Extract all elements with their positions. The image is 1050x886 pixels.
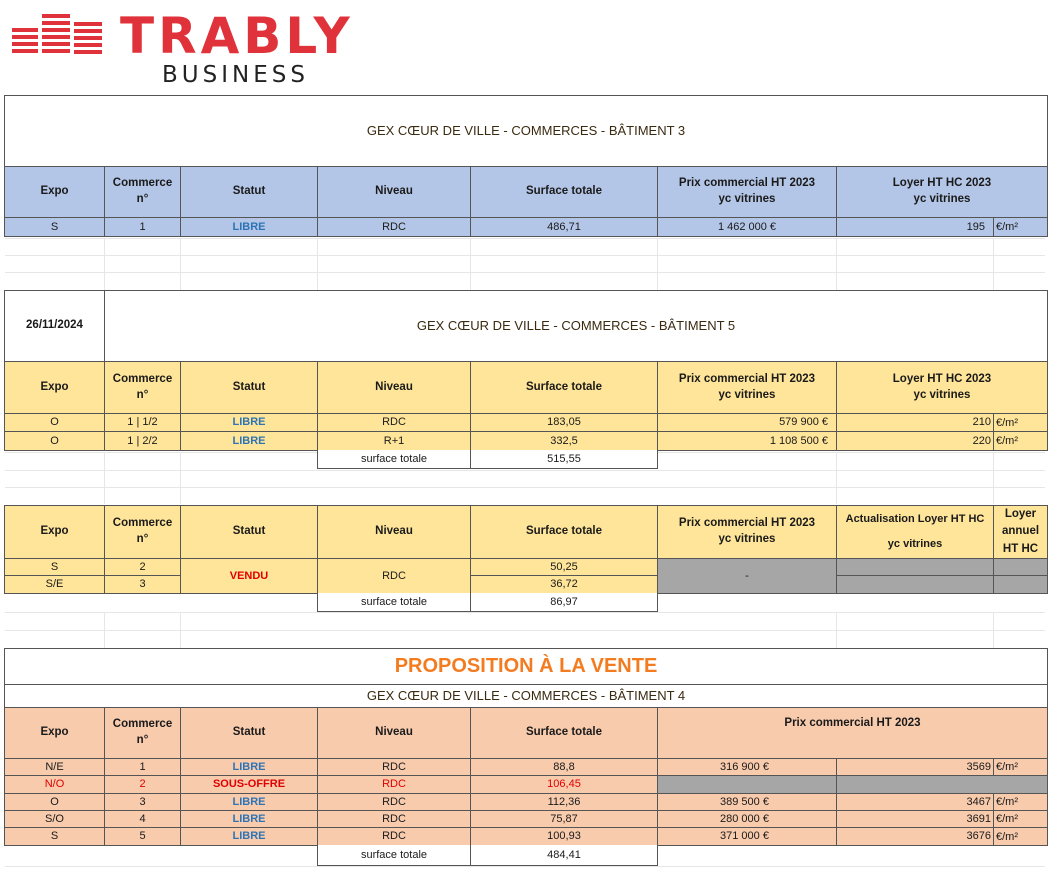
b5-row0-expo: O	[4, 413, 105, 432]
col-commerce: Commerce n°	[104, 361, 181, 414]
vendu-row1-surface: 36,72	[470, 575, 658, 594]
b4-row1-niveau: RDC	[317, 775, 471, 794]
b4-row0-commerce: 1	[104, 758, 181, 776]
b4-row4-niveau: RDC	[317, 827, 471, 846]
b5-row0-prix: 579 900 €	[657, 413, 837, 432]
b4-row2-prix: 389 500 €	[657, 793, 837, 811]
b4-row3-statut: LIBRE	[180, 810, 318, 828]
b5-row1-statut: LIBRE	[180, 431, 318, 451]
col-expo: Expo	[4, 166, 105, 218]
b5-row0-surface: 183,05	[470, 413, 658, 432]
b3-unit: €/m²	[993, 217, 1048, 237]
b4-row0-surface: 88,8	[470, 758, 658, 776]
vendu-actualisation-1	[836, 575, 994, 594]
col-surface: Surface totale	[470, 361, 658, 414]
b4-title: GEX CŒUR DE VILLE - COMMERCES - BÂTIMENT 4	[4, 684, 1048, 708]
b4-row4-m2: 3676	[836, 827, 994, 846]
b4-row4-surface: 100,93	[470, 827, 658, 846]
b5-row1-prix: 1 108 500 €	[657, 431, 837, 451]
vendu-loyer-annuel-0	[993, 558, 1048, 576]
col-commerce: Commerce n°	[104, 505, 181, 559]
col-niveau: Niveau	[317, 505, 471, 559]
b4-row1-statut: SOUS-OFFRE	[180, 775, 318, 794]
b4-row3-expo: S/O	[4, 810, 105, 828]
col-statut: Statut	[180, 361, 318, 414]
b4-row2-niveau: RDC	[317, 793, 471, 811]
b5-date: 26/11/2024	[4, 290, 105, 362]
col-prix: Prix commercial HT 2023 yc vitrines	[657, 361, 837, 414]
b4-row2-statut: LIBRE	[180, 793, 318, 811]
vendu-row0-expo: S	[4, 558, 105, 576]
vendu-row1-expo: S/E	[4, 575, 105, 594]
b4-row1-expo: N/O	[4, 775, 105, 794]
vendu-total-value: 86,97	[470, 593, 658, 612]
b4-row4-commerce: 5	[104, 827, 181, 846]
b4-row0-statut: LIBRE	[180, 758, 318, 776]
col-loyer-annuel: Loyer annuel HT HC	[993, 505, 1048, 559]
vendu-total-label: surface totale	[317, 593, 471, 612]
b4-row3-m2: 3691	[836, 810, 994, 828]
col-niveau: Niveau	[317, 361, 471, 414]
b4-row1-prix	[657, 775, 837, 794]
b4-row3-unit: €/m²	[993, 810, 1048, 828]
b4-total-label: surface totale	[317, 845, 471, 866]
vendu-statut: VENDU	[180, 558, 318, 594]
b5-row1-unit: €/m²	[993, 431, 1048, 451]
b5-row0-unit: €/m²	[993, 413, 1048, 432]
b4-row3-niveau: RDC	[317, 810, 471, 828]
vendu-actualisation-0	[836, 558, 994, 576]
b5-row1-surface: 332,5	[470, 431, 658, 451]
b3-prix: 1 462 000 €	[657, 217, 837, 237]
col-prix: Prix commercial HT 2023 yc vitrines	[657, 505, 837, 559]
b5-row0-niveau: RDC	[317, 413, 471, 432]
b4-total-value: 484,41	[470, 845, 658, 866]
b5-row1-commerce: 1 | 2/2	[104, 431, 181, 451]
b4-row2-unit: €/m²	[993, 793, 1048, 811]
b5-total-value: 515,55	[470, 450, 658, 469]
b4-row1-surface: 106,45	[470, 775, 658, 794]
b4-row1-commerce: 2	[104, 775, 181, 794]
vendu-row0-surface: 50,25	[470, 558, 658, 576]
vendu-niveau: RDC	[317, 558, 471, 594]
logo	[12, 8, 372, 90]
col-commerce: Commerce n°	[104, 707, 181, 759]
b4-row3-surface: 75,87	[470, 810, 658, 828]
col-expo: Expo	[4, 361, 105, 414]
col-expo: Expo	[4, 707, 105, 759]
col-niveau: Niveau	[317, 707, 471, 759]
b5-row0-loyer: 210	[836, 413, 994, 432]
logo-subtitle: BUSINESS	[162, 62, 309, 88]
b4-row2-commerce: 3	[104, 793, 181, 811]
col-surface: Surface totale	[470, 505, 658, 559]
b5-total-label: surface totale	[317, 450, 471, 469]
b3-expo: S	[4, 217, 105, 237]
b4-row1-m2	[836, 775, 1048, 794]
col-statut: Statut	[180, 166, 318, 218]
b4-row4-prix: 371 000 €	[657, 827, 837, 846]
b4-row0-prix: 316 900 €	[657, 758, 837, 776]
col-actualisation: Actualisation Loyer HT HC yc vitrines	[836, 505, 994, 559]
b4-row3-commerce: 4	[104, 810, 181, 828]
b4-row2-m2: 3467	[836, 793, 994, 811]
col-commerce: Commerce n°	[104, 166, 181, 218]
b3-niveau: RDC	[317, 217, 471, 237]
b3-title: GEX CŒUR DE VILLE - COMMERCES - BÂTIMENT 3	[4, 95, 1048, 167]
vendu-prix: -	[657, 558, 837, 594]
b3-loyer: 195	[836, 217, 994, 237]
b5-row1-loyer: 220	[836, 431, 994, 451]
b4-row2-expo: O	[4, 793, 105, 811]
proposition-title: PROPOSITION À LA VENTE	[4, 648, 1048, 685]
b4-row4-statut: LIBRE	[180, 827, 318, 846]
logo-title: TRABLY	[120, 7, 354, 65]
col-niveau: Niveau	[317, 166, 471, 218]
b3-commerce: 1	[104, 217, 181, 237]
b4-row2-surface: 112,36	[470, 793, 658, 811]
b4-row0-unit: €/m²	[993, 758, 1048, 776]
b4-row4-unit: €/m²	[993, 827, 1048, 846]
col-prix: Prix commercial HT 2023 yc vitrines	[657, 166, 837, 218]
col-loyer: Loyer HT HC 2023 yc vitrines	[836, 361, 1048, 414]
vendu-loyer-annuel-1	[993, 575, 1048, 594]
col-surface: Surface totale	[470, 166, 658, 218]
b5-row0-statut: LIBRE	[180, 413, 318, 432]
col-loyer: Loyer HT HC 2023 yc vitrines	[836, 166, 1048, 218]
building-icon	[12, 10, 107, 60]
col-expo: Expo	[4, 505, 105, 559]
b4-row4-expo: S	[4, 827, 105, 846]
vendu-row1-commerce: 3	[104, 575, 181, 594]
col-surface: Surface totale	[470, 707, 658, 759]
b4-row3-prix: 280 000 €	[657, 810, 837, 828]
b5-row0-commerce: 1 | 1/2	[104, 413, 181, 432]
col-statut: Statut	[180, 707, 318, 759]
b5-title: GEX CŒUR DE VILLE - COMMERCES - BÂTIMENT 5	[104, 290, 1048, 362]
vendu-row0-commerce: 2	[104, 558, 181, 576]
b4-row0-expo: N/E	[4, 758, 105, 776]
b3-surface: 486,71	[470, 217, 658, 237]
b4-row0-m2: 3569	[836, 758, 994, 776]
b4-row0-niveau: RDC	[317, 758, 471, 776]
col-prix: Prix commercial HT 2023	[657, 707, 1048, 759]
b5-row1-expo: O	[4, 431, 105, 451]
b3-statut: LIBRE	[180, 217, 318, 237]
b5-row1-niveau: R+1	[317, 431, 471, 451]
col-statut: Statut	[180, 505, 318, 559]
